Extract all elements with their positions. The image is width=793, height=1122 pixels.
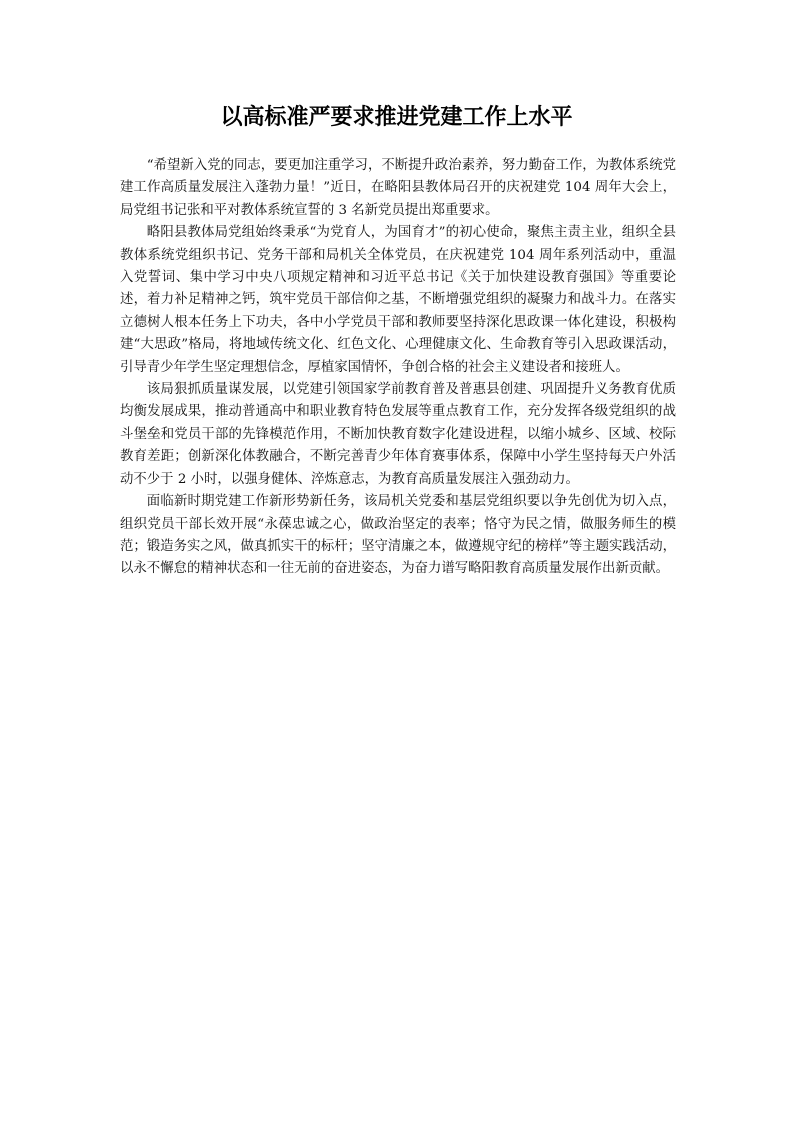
- paragraph-1: “希望新入党的同志，要更加注重学习，不断提升政治素养，努力勤奋工作，为教体系统党建工作高质量发展注入蓬勃力量！”近日，在略阳县教体局召开的庆祝建党 104 周年大会上，局党组书记张和平对教体系统宣誓的 3 名新党员提出郑重要求。: [120, 158, 676, 218]
- paragraph-3: 该局狠抓质量谋发展，以党建引领国家学前教育普及普惠县创建、巩固提升义务教育优质均衡发展成果，推动普通高中和职业教育特色发展等重点教育工作，充分发挥各级党组织的战斗堡垒和党员干部的先锋模范作用，不断加快教育数字化建设进程，以缩小城乡、区域、校际教育差距；创新深化体教融合，不断完善青少年体育赛事体系，保障中小学生坚持每天户外活动不少于 2 小时，以强身健体、淬炼意志，为教育高质量发展注入强劲动力。: [120, 382, 676, 487]
- document-body: [120, 155, 676, 581]
- paragraph-2: 略阳县教体局党组始终秉承“为党育人，为国育才”的初心使命，聚焦主责主业，组织全县教体系统党组织书记、党务干部和局机关全体党员，在庆祝建党 104 周年系列活动中，重温入党誓词、集中学习中央八项规定精神和习近平总书记《关于加快建设教育强国》等重要论述，着力补足精神之钙，筑牢党员干部信仰之基，不断增强党组织的凝聚力和战斗力。在落实立德树人根本任务上下功夫，各中小学党员干部和教师要坚持深化思政课一体化建设，积极构建“大思政”格局，将地域传统文化、红色文化、心理健康文化、生命教育等引入思政课活动，引导青少年学生坚定理想信念，厚植家国情怀，争创合格的社会主义建设者和接班人。: [120, 225, 676, 375]
- paragraph-4: 面临新时期党建工作新形势新任务，该局机关党委和基层党组织要以争先创优为切入点，组织党员干部长效开展“永葆忠诚之心，做政治坚定的表率；恪守为民之情，做服务师生的模范；锻造务实之风，做真抓实干的标杆；坚守清廉之本，做遵规守纪的榜样”等主题实践活动，以永不懈怠的精神状态和一往无前的奋进姿态，为奋力谱写略阳教育高质量发展作出新贡献。: [120, 494, 676, 577]
- document-title: 以高标准严要求推进党建工作上水平: [220, 104, 573, 130]
